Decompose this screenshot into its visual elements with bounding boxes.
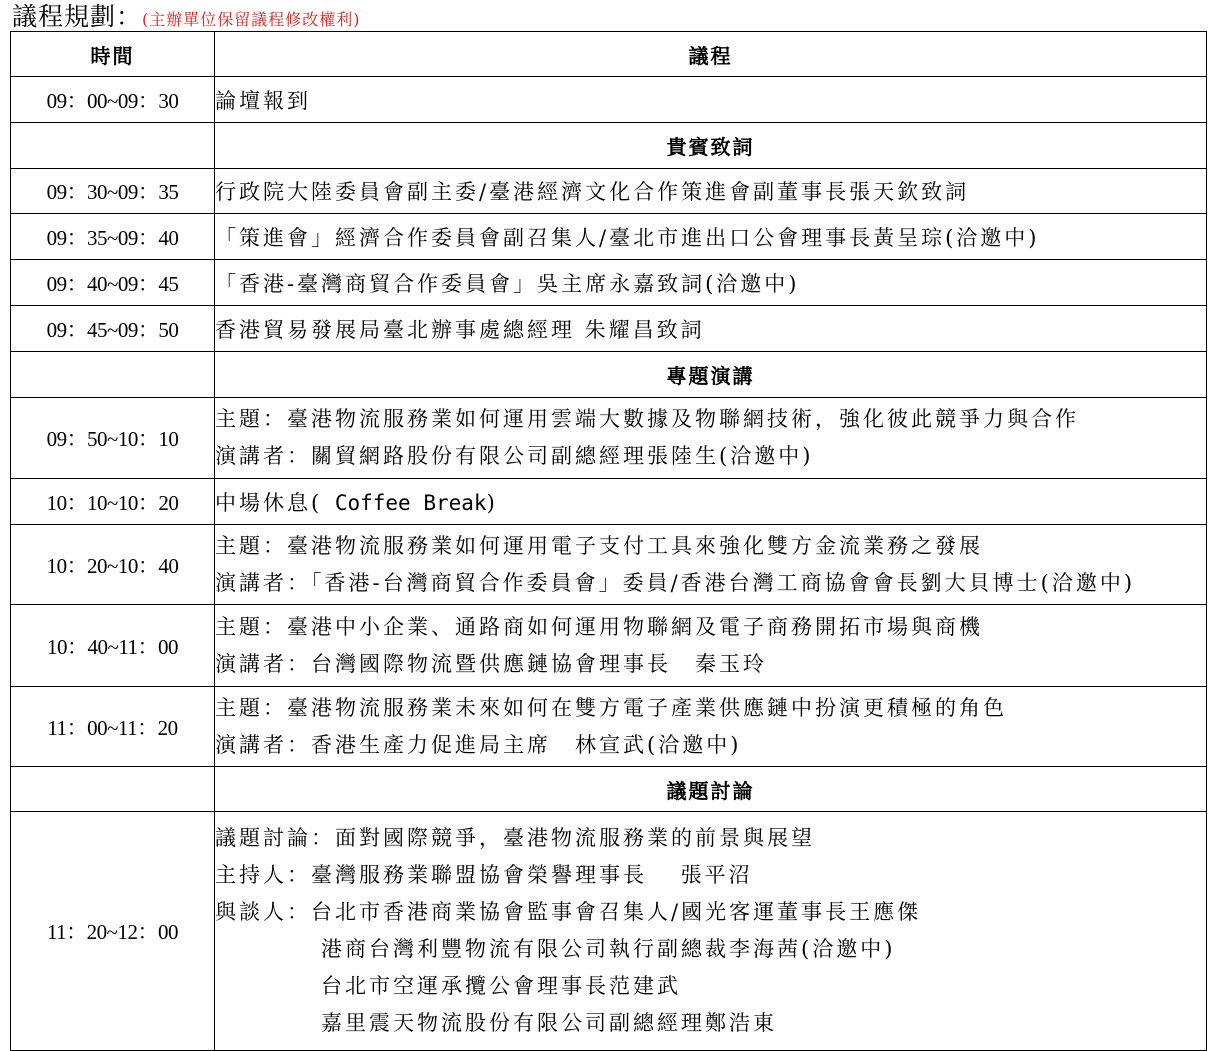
section-heading: 貴賓致詞 bbox=[215, 123, 1207, 169]
section-row bbox=[11, 123, 1207, 169]
time-cell: 10：40~11：00 bbox=[11, 605, 215, 687]
table-row bbox=[11, 260, 1207, 306]
topic-line: 主題：臺港物流服務業如何運用電子支付工具來強化雙方金流業務之發展 bbox=[215, 533, 983, 558]
speaker-line: 演講者：香港生產力促進局主席 林宣武(洽邀中) bbox=[215, 732, 742, 757]
time-cell: 09：45~09：50 bbox=[11, 306, 215, 352]
break-suffix: ) bbox=[486, 490, 498, 515]
empty-time-cell bbox=[11, 767, 215, 812]
section-heading: 議題討論 bbox=[215, 767, 1207, 812]
time-cell: 09：35~09：40 bbox=[11, 214, 215, 260]
agenda-cell bbox=[215, 525, 1207, 605]
table-row bbox=[11, 525, 1207, 605]
table-row bbox=[11, 687, 1207, 767]
panelist-line: 嘉里震天物流股份有限公司副總經理鄭浩東 bbox=[321, 1011, 777, 1035]
agenda-cell bbox=[215, 398, 1207, 479]
topic-line: 議題討論：面對國際競爭，臺港物流服務業的前景與展望 bbox=[215, 826, 815, 850]
speaker-line: 演講者：「香港-台灣商貿合作委員會」委員/香港台灣工商協會會長劉大貝博士(洽邀中) bbox=[215, 570, 1136, 595]
agenda-cell: 論壇報到 bbox=[215, 77, 1207, 123]
time-cell: 09：00~09：30 bbox=[11, 77, 215, 123]
title-text: 議程規劃： bbox=[12, 2, 143, 31]
topic-line: 主題：臺港物流服務業未來如何在雙方電子產業供應鏈中扮演更積極的角色 bbox=[215, 695, 1007, 720]
agenda-cell bbox=[215, 605, 1207, 687]
break-prefix: 中場休息( bbox=[215, 490, 323, 515]
table-row bbox=[11, 812, 1207, 1051]
table-row bbox=[11, 306, 1207, 352]
table-row bbox=[11, 479, 1207, 525]
panelist-line: 台北市空運承攬公會理事長范建武 bbox=[321, 974, 681, 998]
agenda-cell bbox=[215, 479, 1207, 525]
topic-line: 主題：臺港中小企業、通路商如何運用物聯網及電子商務開拓市場與商機 bbox=[215, 614, 983, 639]
agenda-cell: 「策進會」經濟合作委員會副召集人/臺北市進出口公會理事長黃呈琮(洽邀中) bbox=[215, 214, 1207, 260]
panelist-line: 港商台灣利豐物流有限公司執行副總裁李海茜(洽邀中) bbox=[321, 937, 896, 961]
agenda-cell bbox=[215, 687, 1207, 767]
time-cell: 09：40~09：45 bbox=[11, 260, 215, 306]
table-row bbox=[11, 169, 1207, 214]
time-cell: 10：10~10：20 bbox=[11, 479, 215, 525]
time-cell: 11：00~11：20 bbox=[11, 687, 215, 767]
speaker-line: 演講者：台灣國際物流暨供應鏈協會理事長 秦玉玲 bbox=[215, 651, 767, 676]
time-cell: 11：20~12：00 bbox=[11, 812, 215, 1051]
time-cell: 10：20~10：40 bbox=[11, 525, 215, 605]
table-row bbox=[11, 77, 1207, 123]
agenda-cell: 「香港-臺灣商貿合作委員會」吳主席永嘉致詞(洽邀中) bbox=[215, 260, 1207, 306]
section-heading: 專題演講 bbox=[215, 352, 1207, 398]
section-row bbox=[11, 767, 1207, 812]
header-row bbox=[11, 32, 1207, 77]
agenda-table bbox=[10, 31, 1207, 1051]
empty-time-cell bbox=[11, 123, 215, 169]
panelist-line: 與談人：台北市香港商業協會監事會召集人/國光客運董事長王應傑 bbox=[215, 900, 922, 924]
section-row bbox=[11, 352, 1207, 398]
organizer-note: (主辦單位保留議程修改權利) bbox=[142, 10, 361, 29]
empty-time-cell bbox=[11, 352, 215, 398]
page-title bbox=[12, 2, 361, 32]
time-column-header: 時間 bbox=[11, 32, 215, 77]
topic-line: 主題：臺港物流服務業如何運用雲端大數據及物聯網技術，強化彼此競爭力與合作 bbox=[215, 407, 1079, 431]
moderator-line: 主持人：臺灣服務業聯盟協會榮譽理事長 張平沼 bbox=[215, 863, 753, 887]
time-cell: 09：50~10：10 bbox=[11, 398, 215, 479]
agenda-cell: 香港貿易發展局臺北辦事處總經理 朱耀昌致詞 bbox=[215, 306, 1207, 352]
speaker-line: 演講者：關貿網路股份有限公司副總經理張陸生(洽邀中) bbox=[215, 444, 814, 468]
time-cell: 09：30~09：35 bbox=[11, 169, 215, 214]
break-english: Coffee Break bbox=[322, 490, 487, 515]
agenda-cell: 行政院大陸委員會副主委/臺港經濟文化合作策進會副董事長張天欽致詞 bbox=[215, 169, 1207, 214]
table-row bbox=[11, 214, 1207, 260]
table-row bbox=[11, 398, 1207, 479]
agenda-column-header: 議程 bbox=[215, 32, 1207, 77]
agenda-cell bbox=[215, 812, 1207, 1051]
table-row bbox=[11, 605, 1207, 687]
